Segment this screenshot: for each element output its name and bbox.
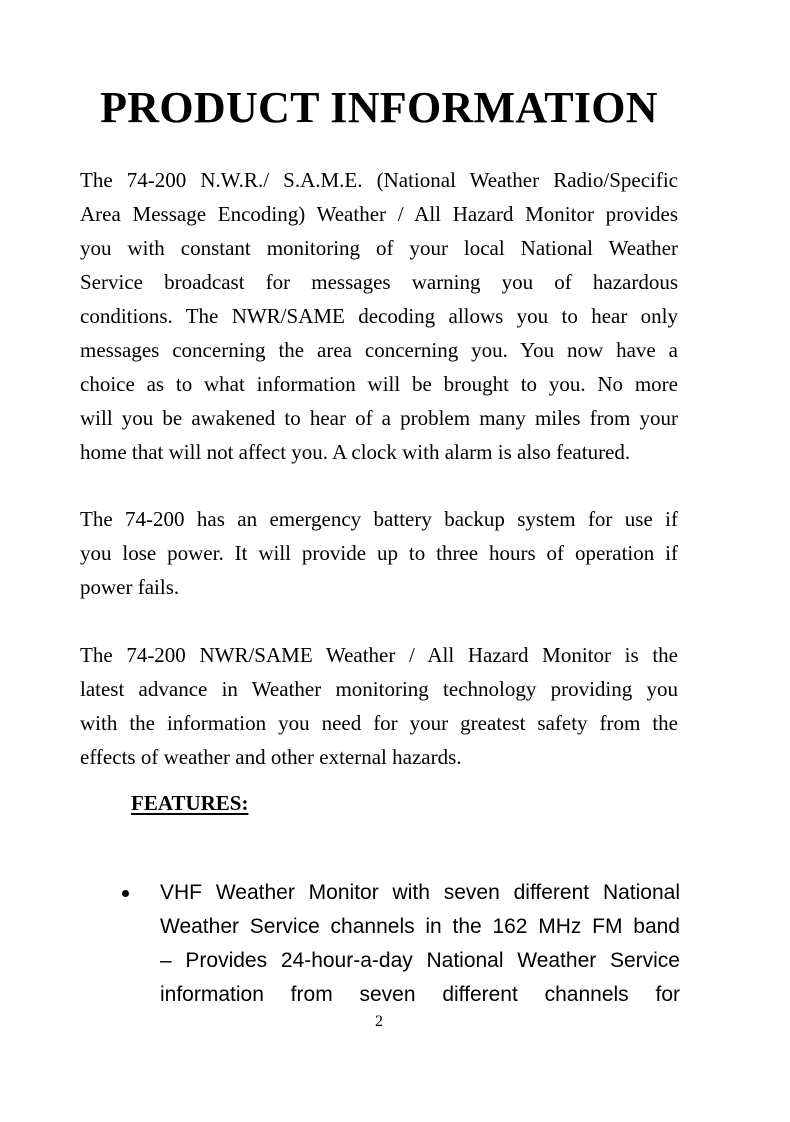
- technology-paragraph: [80, 638, 678, 774]
- paragraph-line: The 74-200 N.W.R./ S.A.M.E. (National Weather Radio/Specific: [80, 168, 678, 192]
- paragraph-line: latest advance in Weather monitoring technology providing you: [80, 677, 678, 701]
- paragraph-line: The 74-200 NWR/SAME Weather / All Hazard Monitor is the: [80, 643, 678, 667]
- paragraph-line: The 74-200 has an emergency battery backup system for use if: [80, 507, 678, 531]
- paragraph-line: Service broadcast for messages warning you of hazardous: [80, 270, 678, 294]
- feature-line: – Provides 24-hour-a-day National Weather Service: [160, 949, 680, 972]
- paragraph-line: messages concerning the area concerning you. You now have a: [80, 338, 678, 362]
- paragraph-line: conditions. The NWR/SAME decoding allows you to hear only: [80, 304, 678, 328]
- paragraph-line: power fails.: [80, 575, 180, 599]
- features-list: [118, 876, 680, 1012]
- feature-line: information from seven different channels for: [160, 983, 680, 1006]
- paragraph-line: you with constant monitoring of your local National Weather: [80, 236, 678, 260]
- paragraph-line: Area Message Encoding) Weather / All Hazard Monitor provides: [80, 202, 678, 226]
- battery-paragraph: [80, 502, 678, 604]
- feature-text: [160, 876, 680, 1012]
- intro-paragraph: [80, 163, 678, 469]
- paragraph-line: you lose power. It will provide up to three hours of operation if: [80, 541, 678, 565]
- page-number: 2: [375, 1013, 383, 1030]
- features-heading: FEATURES:: [131, 791, 249, 815]
- bullet-icon: [122, 890, 129, 897]
- feature-line: VHF Weather Monitor with seven different National: [160, 881, 680, 904]
- paragraph-line: home that will not affect you. A clock with alarm is also featured.: [80, 440, 631, 464]
- feature-item: [118, 876, 680, 1012]
- paragraph-line: with the information you need for your greatest safety from the: [80, 711, 678, 735]
- paragraph-line: will you be awakened to hear of a problem many miles from your: [80, 406, 678, 430]
- page-title: PRODUCT INFORMATION: [100, 83, 658, 132]
- feature-line: Weather Service channels in the 162 MHz FM band: [160, 915, 680, 938]
- paragraph-line: choice as to what information will be brought to you. No more: [80, 372, 678, 396]
- paragraph-line: effects of weather and other external hazards.: [80, 745, 462, 769]
